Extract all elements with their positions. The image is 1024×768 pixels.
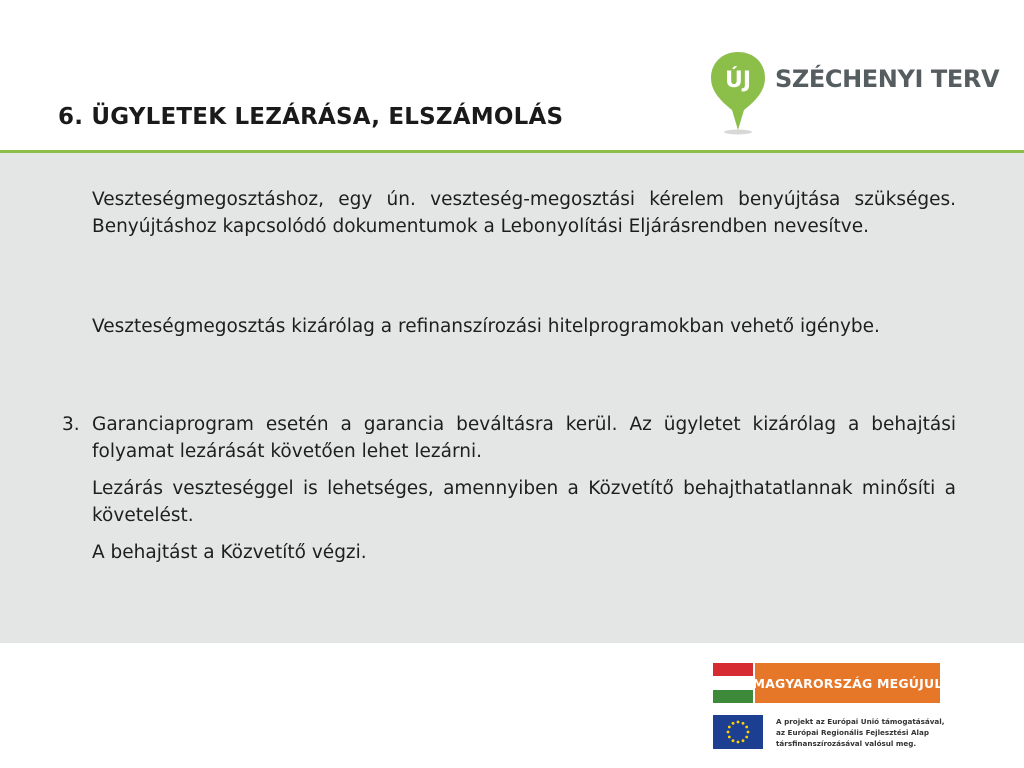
magyarorszag-megujul-banner xyxy=(752,663,943,703)
item-text: Garanciaprogram esetén a garancia beváltásra kerül. Az ügyletet kizárólag a behajtási folyamat lezárását követően lehet lezárni. xyxy=(92,414,956,462)
eu-funding-statement xyxy=(776,716,966,749)
paragraph-closing-with-loss: Lezárás veszteséggel is lehetséges, amennyiben a Közvetítő behajthatatlannak minősíti a követelést. xyxy=(92,478,956,526)
map-pin-icon xyxy=(708,50,768,136)
paragraph-loss-sharing-scope: Veszteségmegosztás kizárólag a refinanszírozási hitelprogramokban vehető igénybe. xyxy=(92,316,880,337)
hungarian-flag xyxy=(713,663,753,703)
eu-line: társfinanszírozásával valósul meg. xyxy=(776,739,917,748)
logo-badge-text: ÚJ xyxy=(724,68,752,93)
banner-text: MAGYARORSZÁG MEGÚJUL xyxy=(752,675,943,691)
eu-line: A projekt az Európai Unió támogatásával, xyxy=(776,717,945,726)
slide-title: 6. ÜGYLETEK LEZÁRÁSA, ELSZÁMOLÁS xyxy=(58,104,564,130)
paragraph-loss-sharing-request: Veszteségmegosztáshoz, egy ún. veszteség-megosztási kérelem benyújtása szükséges. Benyújtáshoz kapcsolódó dokumentumok a Lebonyolítási Eljárásrendben nevesítve. xyxy=(92,189,956,237)
szechenyi-terv-logo xyxy=(708,50,1000,136)
content-panel xyxy=(0,153,1024,643)
eu-flag-icon xyxy=(713,715,763,749)
logo-name: SZÉCHENYI TERV xyxy=(775,65,1000,93)
item-number: 3. xyxy=(62,414,80,435)
numbered-item-3 xyxy=(62,411,956,465)
eu-line: az Európai Regionális Fejlesztési Alap xyxy=(776,728,929,737)
paragraph-collection: A behajtást a Közvetítő végzi. xyxy=(92,542,367,563)
